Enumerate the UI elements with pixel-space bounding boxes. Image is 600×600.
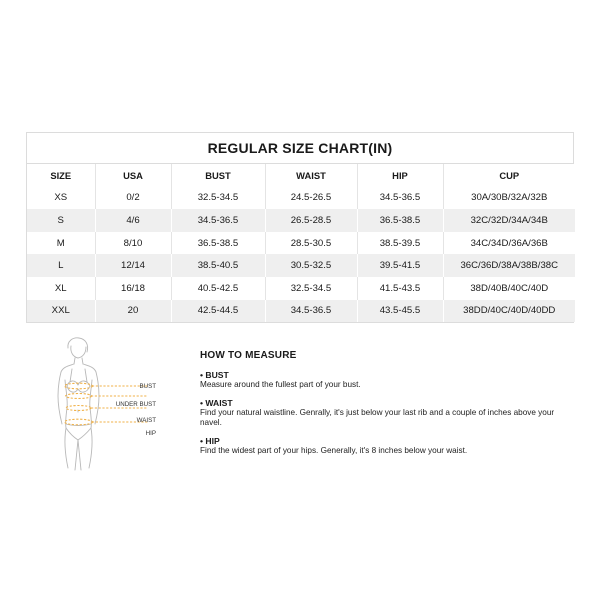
cell-usa: 4/6	[95, 209, 171, 232]
figure-label-under-bust: UNDER BUST	[115, 401, 156, 408]
cell-bust: 38.5-40.5	[171, 254, 265, 277]
how-to-measure-title: HOW TO MEASURE	[200, 350, 297, 361]
cell-bust: 40.5-42.5	[171, 277, 265, 300]
table-row	[27, 300, 575, 323]
figure-label-hip: HIP	[145, 430, 156, 437]
cell-waist: 26.5-28.5	[265, 209, 357, 232]
cell-cup: 38D/40B/40C/40D	[470, 282, 549, 294]
cell-hip: 41.5-43.5	[357, 277, 443, 300]
chart-title: REGULAR SIZE CHART(IN)	[27, 133, 573, 164]
cell-cup: 36C/36D/38A/38B/38C	[460, 260, 559, 272]
cell-cup: 38DD/40C/40D/40DD	[463, 305, 556, 317]
cell-size: XL	[27, 277, 95, 300]
cell-hip: 38.5-39.5	[357, 232, 443, 255]
cell-waist: 30.5-32.5	[265, 254, 357, 277]
cell-waist: 34.5-36.5	[265, 300, 357, 323]
cell-cup: 30A/30B/32A/32B	[471, 192, 548, 204]
measure-item-title: • WAIST	[200, 398, 233, 408]
cell-usa: 20	[95, 300, 171, 323]
cell-waist: 28.5-30.5	[265, 232, 357, 255]
measure-item-hip	[200, 436, 560, 456]
cell-usa: 12/14	[95, 254, 171, 277]
cell-size: L	[27, 254, 95, 277]
figure-label-waist: WAIST	[136, 417, 156, 424]
body-outline-illustration	[40, 336, 190, 476]
table-header-row	[27, 164, 575, 187]
cell-size: XXL	[27, 300, 95, 323]
cell-waist: 32.5-34.5	[265, 277, 357, 300]
cell-hip: 43.5-45.5	[357, 300, 443, 323]
measure-item-description: Find your natural waistline. Genrally, it's just below your last rib and a couple of inches above your navel.	[200, 408, 555, 427]
cell-cup: 32C/32D/34A/34B	[470, 214, 548, 226]
measure-item-title: • BUST	[200, 370, 229, 380]
table-row	[27, 277, 575, 300]
column-header-waist: WAIST	[265, 164, 357, 187]
how-to-measure-section	[200, 351, 560, 464]
cell-waist: 24.5-26.5	[265, 187, 357, 210]
cell-bust: 42.5-44.5	[171, 300, 265, 323]
cell-hip: 39.5-41.5	[357, 254, 443, 277]
cell-hip: 36.5-38.5	[357, 209, 443, 232]
cell-usa: 8/10	[95, 232, 171, 255]
cell-usa: 0/2	[95, 187, 171, 210]
column-header-cup: CUP	[499, 169, 520, 181]
cell-cup: 34C/34D/36A/36B	[470, 237, 548, 249]
measure-item-description: Find the widest part of your hips. Generally, it's 8 inches below your waist.	[200, 446, 468, 455]
body-measurement-figure	[40, 336, 190, 476]
cell-bust: 36.5-38.5	[171, 232, 265, 255]
column-header-usa: USA	[95, 164, 171, 187]
table-row	[27, 209, 575, 232]
size-chart	[26, 132, 574, 323]
table-row	[27, 254, 575, 277]
column-header-hip: HIP	[357, 164, 443, 187]
cell-bust: 34.5-36.5	[171, 209, 265, 232]
cell-size: XS	[27, 187, 95, 210]
figure-label-bust: BUST	[139, 383, 156, 390]
cell-size: S	[27, 209, 95, 232]
measure-item-title: • HIP	[200, 436, 220, 446]
cell-bust: 32.5-34.5	[171, 187, 265, 210]
size-table	[27, 164, 575, 322]
cell-size: M	[27, 232, 95, 255]
table-row	[27, 187, 575, 210]
table-row	[27, 232, 575, 255]
cell-hip: 34.5-36.5	[357, 187, 443, 210]
measure-item-description: Measure around the fullest part of your bust.	[200, 380, 361, 389]
cell-usa: 16/18	[95, 277, 171, 300]
column-header-size: SIZE	[27, 164, 95, 187]
measure-item-waist	[200, 398, 560, 428]
column-header-bust: BUST	[171, 164, 265, 187]
measure-item-bust	[200, 370, 560, 390]
